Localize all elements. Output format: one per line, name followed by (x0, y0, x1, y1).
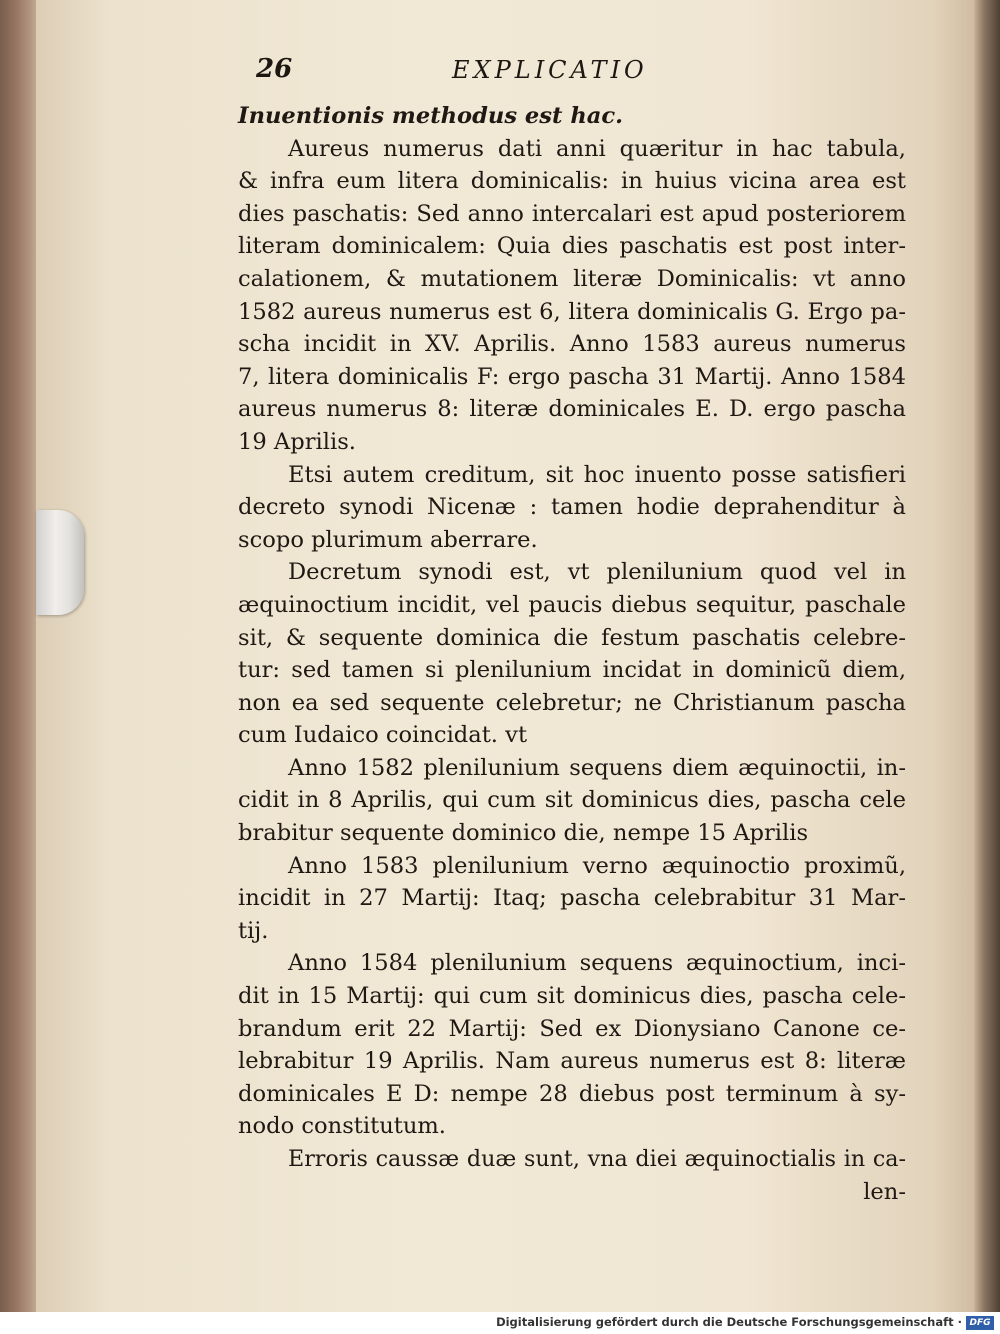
running-title: EXPLICATIO (452, 56, 648, 84)
text-line: dit in 15 Martij: qui cum sit dominicus dies, pascha cele- (238, 983, 906, 1010)
text-line: Decretum synodi est, vt plenilunium quod vel in (288, 559, 906, 586)
text-line: literam dominicalem: Quia dies paschatis est post inter- (238, 233, 906, 260)
text-line: æquinoctium incidit, vel paucis diebus sequitur, paschale (238, 591, 906, 618)
text-line: Etsi autem creditum, sit hoc inuento posse satisfieri (288, 461, 906, 488)
text-line: brandum erit 22 Martij: Sed ex Dionysiano Canone ce- (238, 1015, 906, 1042)
catchword: len- (863, 1178, 906, 1205)
text-line: & infra eum litera dominicalis: in huius vicina area est (238, 168, 906, 195)
text-line: non ea sed sequente celebretur; ne Christianum pascha (238, 689, 906, 716)
text-line: 7, litera dominicalis F: ergo pascha 31 Martij. Anno 1584 (238, 363, 906, 390)
text-line: brabitur sequente dominico die, nempe 15 Aprilis (238, 820, 809, 847)
body-text (238, 100, 906, 1208)
text-line: decreto synodi Nicenæ : tamen hodie deprahenditur à (238, 494, 906, 521)
text-line: 19 Aprilis. (238, 428, 356, 455)
page-clip (36, 510, 84, 615)
text-line: 1582 aureus numerus est 6, litera dominicalis G. Ergo pa- (238, 298, 906, 325)
text-line: nodo constitutum. (238, 1113, 446, 1140)
text-line: Anno 1584 plenilunium sequens æquinoctium, inci- (288, 950, 906, 977)
text-line: dies paschatis: Sed anno intercalari est apud posteriorem (238, 200, 906, 227)
text-line: Aureus numerus dati anni quæritur in hac tabula, (288, 135, 906, 162)
text-line: cum Iudaico coincidat. vt (238, 722, 528, 749)
text-line: scopo plurimum aberrare. (238, 526, 538, 553)
text-line: Anno 1583 plenilunium verno æquinoctio proximũ, (288, 852, 906, 879)
left-book-edge (0, 0, 40, 1312)
dfg-logo: DFG (966, 1316, 994, 1330)
page-number: 26 (256, 54, 293, 84)
text-line: lebrabitur 19 Aprilis. Nam aureus numerus est 8: literæ (238, 1048, 906, 1075)
funding-credit: Digitalisierung gefördert durch die Deutsche Forschungsgemeinschaft · (496, 1315, 962, 1329)
text-line: Inuentionis methodus est hac. (238, 103, 624, 129)
text-line: scha incidit in XV. Aprilis. Anno 1583 aureus numerus (238, 331, 906, 358)
footer-bar (0, 1312, 1000, 1334)
text-line: sit, & sequente dominica die festum paschatis celebre- (238, 624, 906, 651)
text-line: cidit in 8 Aprilis, qui cum sit dominicus dies, pascha cele (238, 787, 906, 814)
text-line: tur: sed tamen si plenilunium incidat in dominicũ diem, (238, 657, 906, 684)
text-line: aureus numerus 8: literæ dominicales E. D. ergo pascha (238, 396, 906, 423)
text-line: tij. (238, 917, 269, 944)
page-header (256, 54, 696, 94)
text-line: incidit in 27 Martij: Itaq; pascha celebrabitur 31 Mar- (238, 885, 906, 912)
right-book-edge (974, 0, 1000, 1312)
text-line: dominicales E D: nempe 28 diebus post terminum à sy- (238, 1080, 906, 1107)
text-line: Anno 1582 plenilunium sequens diem æquinoctii, in- (288, 754, 906, 781)
text-line: Erroris caussæ duæ sunt, vna diei æquinoctialis in ca- (288, 1146, 906, 1172)
text-line: calationem, & mutationem literæ Dominicalis: vt anno (238, 265, 906, 292)
